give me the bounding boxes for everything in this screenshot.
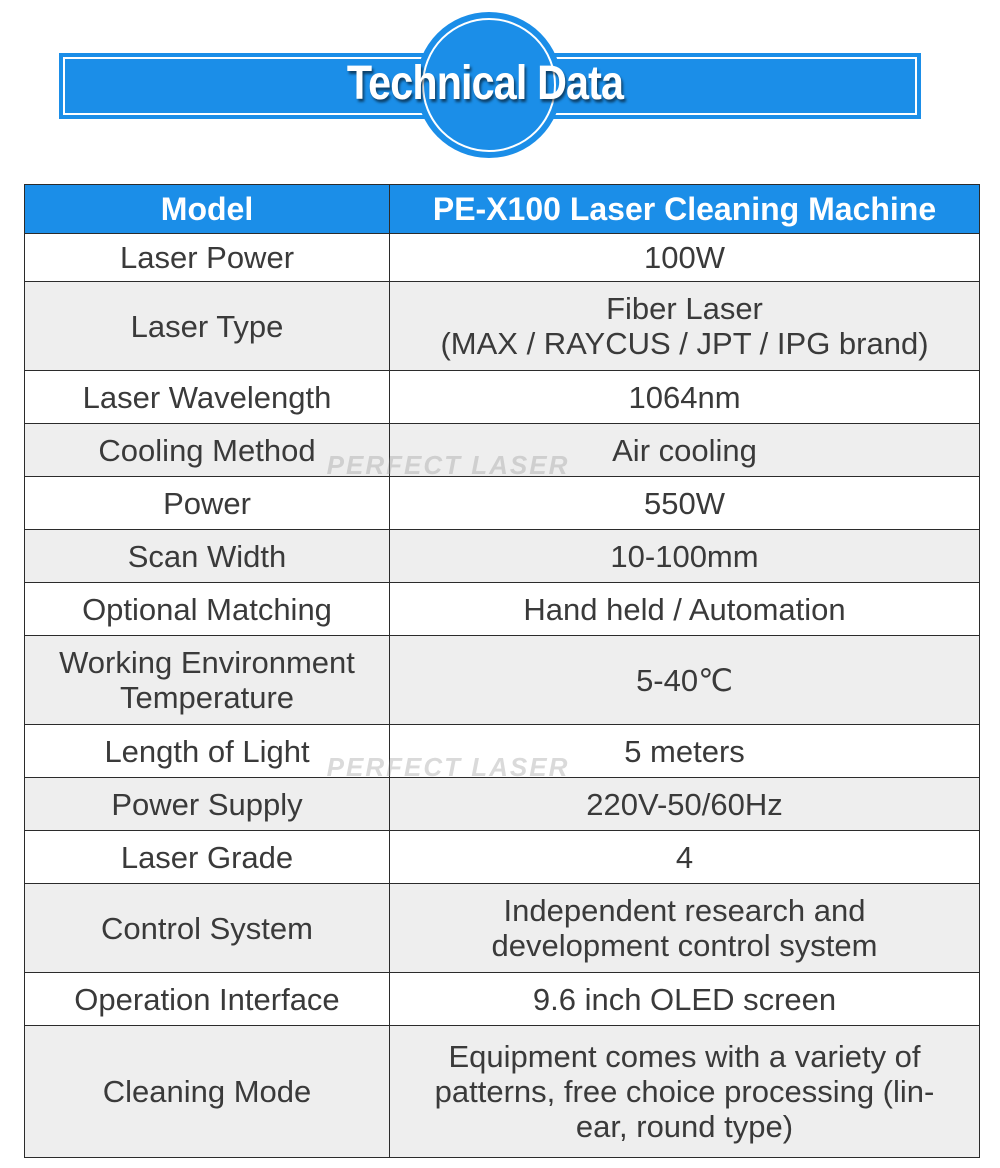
row-value: Fiber Laser (MAX / RAYCUS / JPT / IPG brand) (390, 282, 980, 371)
row-value: 100W (390, 234, 980, 282)
row-label: Power Supply (25, 778, 390, 831)
row-value: 4 (390, 831, 980, 884)
table-row (25, 973, 980, 1026)
row-label: Length of Light (25, 725, 390, 778)
table-row (25, 371, 980, 424)
row-label: Laser Power (25, 234, 390, 282)
row-value: 5-40℃ (390, 636, 980, 725)
row-value: 550W (390, 477, 980, 530)
table-row (25, 530, 980, 583)
row-label: Scan Width (25, 530, 390, 583)
title-banner (0, 0, 1000, 170)
row-label: Cleaning Mode (25, 1026, 390, 1158)
row-label: Optional Matching (25, 583, 390, 636)
table-row (25, 884, 980, 973)
watermark: PERFECT LASER (326, 752, 570, 782)
table-row (25, 636, 980, 725)
row-value: Hand held / Automation (390, 583, 980, 636)
row-value: Independent research and development control system (390, 884, 980, 973)
row-value: Air cooling (390, 424, 980, 477)
table-row (25, 1026, 980, 1158)
row-value: Equipment comes with a variety of patterns, free choice processing (lin- ear, round type) (390, 1026, 980, 1158)
table-header-row (25, 185, 980, 234)
header-value: PE-X100 Laser Cleaning Machine (390, 185, 980, 234)
table-row (25, 583, 980, 636)
row-value: 1064nm (390, 371, 980, 424)
page-title: Technical Data (346, 57, 624, 110)
table-row (25, 424, 980, 477)
watermark: PERFECT LASER (326, 450, 570, 480)
row-value: 9.6 inch OLED screen (390, 973, 980, 1026)
table-row (25, 282, 980, 371)
row-label: Cooling Method (25, 424, 390, 477)
row-label: Laser Wavelength (25, 371, 390, 424)
row-label: Laser Type (25, 282, 390, 371)
row-value: 5 meters (390, 725, 980, 778)
row-label: Operation Interface (25, 973, 390, 1026)
row-label: Working Environment Temperature (25, 636, 390, 725)
row-label: Control System (25, 884, 390, 973)
spec-table (24, 184, 980, 1158)
table-row (25, 831, 980, 884)
row-label: Laser Grade (25, 831, 390, 884)
table-row (25, 725, 980, 778)
table-row (25, 477, 980, 530)
table-row (25, 778, 980, 831)
row-label: Power (25, 477, 390, 530)
row-value: 220V-50/60Hz (390, 778, 980, 831)
table-row (25, 234, 980, 282)
row-value: 10-100mm (390, 530, 980, 583)
header-label: Model (25, 185, 390, 234)
